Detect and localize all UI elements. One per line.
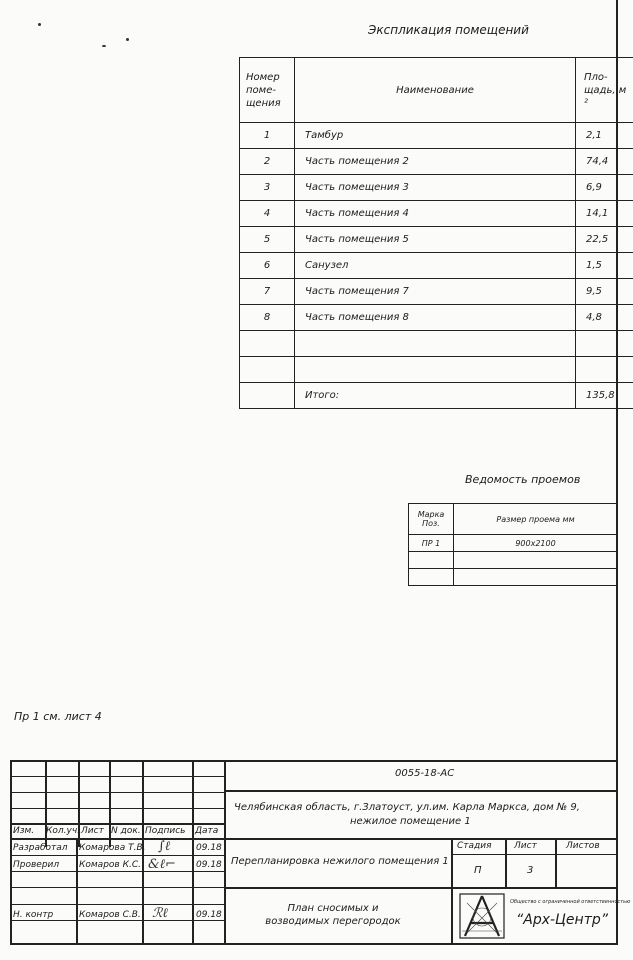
room-number: 5 (240, 227, 295, 253)
header-mark: Марка Поз. (409, 504, 454, 535)
table-row-empty (409, 552, 618, 569)
tb-line (10, 823, 224, 825)
room-area: 14,1 (576, 201, 633, 227)
table-row (409, 535, 618, 552)
tb-line (505, 838, 507, 887)
room-name: Санузел (295, 253, 576, 279)
norm-control-date: 09.18 (196, 910, 222, 920)
scan-speck (126, 38, 129, 41)
room-name: Часть помещения 2 (295, 149, 576, 175)
tb-line (224, 887, 618, 889)
col-ndoc: N док. (111, 826, 141, 836)
room-number: 4 (240, 201, 295, 227)
scan-speck (102, 45, 106, 47)
room-number: 8 (240, 305, 295, 331)
scan-speck (38, 23, 41, 26)
checker-date: 09.18 (196, 860, 222, 870)
total-label: Итого: (295, 383, 576, 409)
drawing-name: План сносимых и возводимых перегородок (265, 903, 401, 927)
signature-checker: &ℓ⌐ (148, 857, 176, 872)
role-checker: Проверил (13, 860, 60, 870)
sheets-header: Листов (566, 841, 600, 851)
table-row (240, 279, 633, 305)
room-area: 4,8 (576, 305, 633, 331)
total-value: 135,8 (576, 383, 633, 409)
tb-line (10, 920, 224, 921)
table-row (240, 123, 633, 149)
room-name: Тамбур (295, 123, 576, 149)
header-area: Пло-щадь, м ² (576, 58, 633, 123)
tb-line (10, 871, 224, 872)
room-name: Часть помещения 3 (295, 175, 576, 201)
address-line: Челябинская область, г.Златоуст, ул.им. Карла Маркса, дом № 9, (234, 802, 580, 813)
checker-name: Комаров К.С. (79, 860, 141, 870)
table-row (240, 175, 633, 201)
tb-line (192, 760, 194, 945)
room-number: 1 (240, 123, 295, 149)
table-row-total (240, 383, 633, 409)
col-kol: Кол.уч. (46, 826, 81, 836)
col-list: Лист (81, 826, 104, 836)
doors-header-row (409, 504, 618, 535)
tb-line (10, 838, 224, 840)
sheet-value: 3 (527, 865, 534, 876)
role-norm-control: Н. контр (13, 910, 54, 920)
doors-table (408, 503, 618, 586)
header-room-name: Наименование (295, 58, 576, 123)
stage-header: Стадия (457, 841, 492, 851)
explication-title: Экспликация помещений (368, 23, 529, 37)
table-row (240, 305, 633, 331)
explication-header-row (240, 58, 633, 123)
table-row (240, 149, 633, 175)
room-area: 2,1 (576, 123, 633, 149)
stage-value: П (474, 865, 482, 876)
tb-line (224, 838, 618, 840)
table-row-empty (409, 569, 618, 586)
room-area: 74,4 (576, 149, 633, 175)
note-text: Пр 1 см. лист 4 (14, 710, 102, 723)
room-area: 22,5 (576, 227, 633, 253)
explication-table (239, 57, 633, 409)
developer-name: Комарова Т.В. (79, 843, 146, 853)
tb-line (10, 792, 224, 793)
room-area: 1,5 (576, 253, 633, 279)
room-number: 6 (240, 253, 295, 279)
room-number: 7 (240, 279, 295, 305)
tb-line (10, 776, 224, 777)
developer-date: 09.18 (196, 843, 222, 853)
room-area: 6,9 (576, 175, 633, 201)
room-name: Часть помещения 4 (295, 201, 576, 227)
tb-line (451, 854, 618, 855)
company-name: “Арх-Центр” (516, 912, 608, 928)
table-row-empty (240, 357, 633, 383)
col-izm: Изм. (13, 826, 35, 836)
room-name: Часть помещения 5 (295, 227, 576, 253)
room-number: 3 (240, 175, 295, 201)
tb-line (10, 808, 224, 809)
room-number: 2 (240, 149, 295, 175)
tb-line (10, 855, 224, 856)
company-type: Общество с ограниченной ответственностью (510, 899, 631, 905)
header-room-number: Номер поме-щения (240, 58, 295, 123)
signature-norm-control: ℛℓ (152, 906, 168, 921)
project-code: 0055-18-АС (395, 768, 455, 779)
tb-line (555, 838, 557, 887)
door-mark: ПР 1 (409, 535, 454, 552)
doors-title: Ведомость проемов (465, 473, 581, 486)
tb-line (224, 760, 226, 945)
room-name: Часть помещения 8 (295, 305, 576, 331)
table-row (240, 253, 633, 279)
sheet-header: Лист (514, 841, 537, 851)
role-developer: Разработал (13, 843, 68, 853)
table-row-empty (240, 331, 633, 357)
room-name: Часть помещения 7 (295, 279, 576, 305)
address-line-2: нежилое помещение 1 (350, 816, 471, 827)
col-date: Дата (195, 826, 219, 836)
tb-line (10, 904, 224, 905)
col-sign: Подпись (145, 826, 186, 836)
table-row (240, 201, 633, 227)
tb-line (10, 887, 224, 888)
tb-line (224, 790, 618, 792)
project-name: Перепланировка нежилого помещения 1 (231, 856, 449, 867)
compass-triangle-logo-icon (459, 893, 505, 939)
norm-control-name: Комаров С.В. (79, 910, 141, 920)
signature-developer: ∫ℓ (158, 839, 171, 854)
table-row (240, 227, 633, 253)
room-area: 9,5 (576, 279, 633, 305)
header-size: Размер проема мм (454, 504, 618, 535)
door-size: 900x2100 (454, 535, 618, 552)
